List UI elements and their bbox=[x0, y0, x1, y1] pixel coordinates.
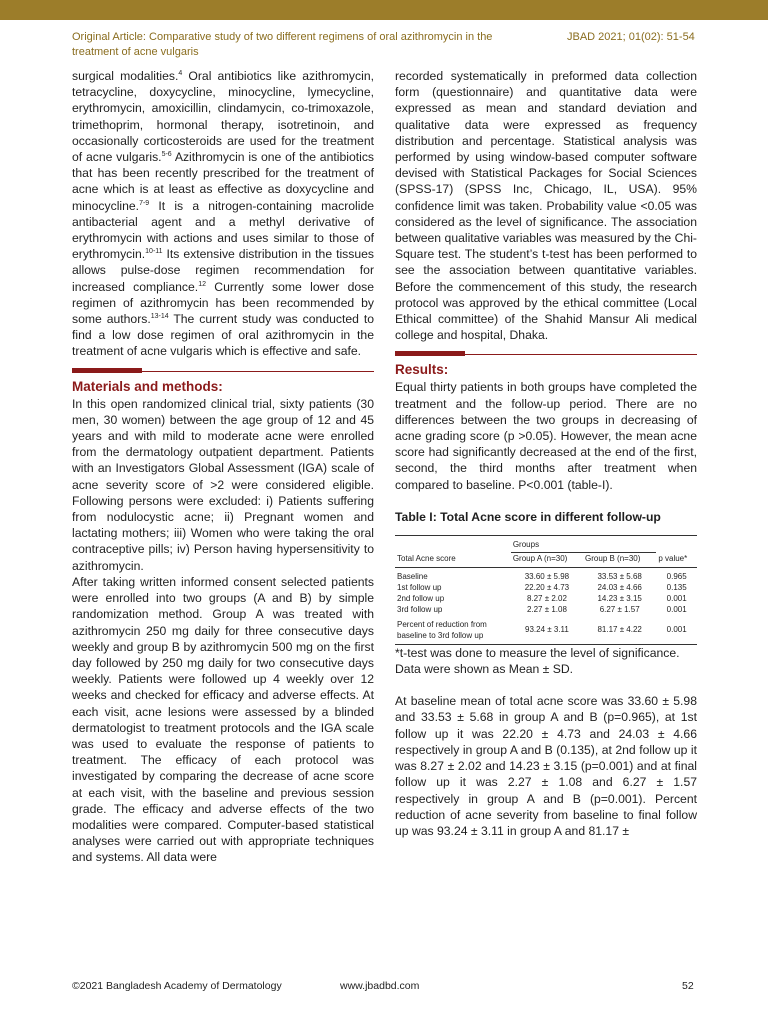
methods-heading: Materials and methods: bbox=[72, 378, 223, 394]
section-divider bbox=[72, 368, 374, 374]
table-header-cell: p value* bbox=[656, 552, 697, 567]
section-divider bbox=[395, 351, 697, 357]
citation-ref: 12 bbox=[198, 280, 206, 288]
running-header-journal: JBAD 2021; 01(02): 51-54 bbox=[567, 31, 695, 43]
page-number: 52 bbox=[682, 980, 694, 992]
table-row: Baseline 33.60 ± 5.98 33.53 ± 5.68 0.965 bbox=[397, 571, 687, 581]
left-column bbox=[72, 68, 374, 866]
table-header-cell: Group A (n=30) bbox=[511, 552, 583, 567]
intro-paragraph: surgical modalities.$^4$ Oral antibiotics like azithromycin, tetracycline, doxycycline, minocycline, lymecycline, erythromycin, amoxicillin, clindamycin, co-trimoxazole, trimethoprim, hormonal therapy, isotretinoin, and occasionally corticosteroids are used for the treatment of acne vulgaris.$^{5-6}$ Azithromycin is one of the antibiotics that has been recently prescribed for the treatment of acne which is at least as effective as doxycycline and minocycline.$^{7-9}$ It is a nitrogen-containing macrolide antibacterial agent and a methyl derivative of erythromycin with actions and uses similar to those of erythromycin.$^{10-11}$ Its extensive distribution in the tissues allows pulse-dose regimen recommendation for increased compliance.$^{12}$ Currently some lower dose regimen of azithromycin has been recommended by some authors.$^{13-14}$ The current study was conducted to find a low dose regimen of oral azithromycin in the treatment of acne vulgaris which is effective and safe. bbox=[72, 69, 375, 359]
table-note: *t-test was done to measure the level of significance. Data were shown as Mean ± SD. bbox=[395, 645, 680, 677]
footer-website: www.jbadbd.com bbox=[340, 980, 420, 992]
results-heading: Results: bbox=[395, 362, 449, 378]
results-paragraph-1: Equal thirty patients in both groups have completed the treatment and the follow-up period. There are no differences between the two groups in decreasing of acne grading score (p >0.05). However, the mean acne score had significantly decreased at the end of the first, second, the third months after treatment when compared to baseline. P<0.001 (table-I). bbox=[395, 380, 697, 492]
right-column bbox=[395, 68, 697, 839]
footer-copyright: ©2021 Bangladesh Academy of Dermatology bbox=[72, 980, 282, 992]
table-groups-label: Groups bbox=[511, 535, 657, 552]
table-row: Percent of reduction from baseline to 3rd follow up 93.24 ± 3.11 81.17 ± 4.22 0.001 bbox=[395, 615, 697, 645]
table-header-cell: Total Acne score bbox=[395, 552, 511, 567]
table-row: 1st follow up 22.20 ± 4.73 24.03 ± 4.66 0.135 bbox=[397, 582, 687, 592]
table-header-cell: Group B (n=30) bbox=[583, 552, 656, 567]
citation-ref: 5-6 bbox=[161, 150, 172, 158]
methods-paragraph-2: After taking written informed consent selected patients were enrolled into two groups (A and B) by simple randomization method. Group A was treated with azithromycin 250 mg daily for three consecutive days weekly and group B by azithromycin 500 mg on the first day followed by 250 mg daily for two consecutive days weekly. Patients were followed up 4 weekly over 12 weeks and checked for efficacy and adverse effects. At each visit, acne lesions were assessed by a blinded dermatologist to treatment protocols and the IGA scale was used to evaluate the response of patients to treatment. The efficacy of each protocol was investigated by comparing the decrease of acne score at each visit, with the baseline and previous session grade. The efficacy and adverse effects of the two modalities were compared. Computer-based statistical analyses were carried out with appropriate techniques and systems. All data were bbox=[72, 574, 374, 865]
table-title: Table I: Total Acne score in different follow-up bbox=[395, 509, 661, 524]
table-row: 3rd follow up 2.27 ± 1.08 6.27 ± 1.57 0.001 bbox=[397, 604, 687, 614]
citation-ref: 13-14 bbox=[150, 312, 169, 320]
citation-ref: 4 bbox=[178, 69, 183, 77]
results-paragraph-2: At baseline mean of total acne score was 33.60 ± 5.98 and 33.53 ± 5.68 in group A and B (p=0.965), at 1st follow up it was 22.20 ± 4.73 and 24.03 ± 4.66 respectively in group A and B (0.135), at 2nd follow up it was 8.27 ± 2.02 and 14.23 ± 3.15 (p=0.001) and at final follow up it was 2.27 ± 1.08 and 6.27 ± 1.57 respectively in group A and B (p=0.001). Percent reduction of acne severity from baseline to final follow up was 93.24 ± 3.11 in group A and 81.17 ± bbox=[395, 694, 697, 838]
running-header-title: Original Article: Comparative study of two different regimens of oral azithromycin in the treatment of acne vulgaris bbox=[72, 31, 493, 58]
table-row: 2nd follow up 8.27 ± 2.02 14.23 ± 3.15 0.001 bbox=[397, 593, 687, 603]
methods-paragraph-3: recorded systematically in preformed data collection form (questionnaire) and quantitative data were expressed as mean and standard deviation and qualitative data were expressed as frequency distribution and percentage. Statistical analysis was performed by using window-based computer software devised with Statistical Packages for Social Sciences (SPSS-17) (SPSS Inc, Chicago, IL, USA). 95% confidence limit was taken. Probability value <0.05 was considered as the level of significance. The association between qualitative variables was measured by the Chi-Square test. The student’s t-test has been performed to see the association between quantitative variables. Before the commencement of this study, the research protocol was approved by the ethical committee (Local Ethical committee) of the Shahid Mansur Ali medical college and hospital, Dhaka. bbox=[395, 69, 697, 343]
citation-ref: 10-11 bbox=[145, 248, 163, 256]
citation-ref: 7-9 bbox=[139, 199, 150, 207]
methods-paragraph-1: In this open randomized clinical trial, sixty patients (30 men, 30 women) between the age group of 12 and 45 years and with mild to moderate acne were enrolled from the dermatology outpatient department. Patients with an Investigators Global Assessment (IGA) scale of acne severity score of >2 were considered eligible. Following persons were excluded: i) Patients suffering from nodulocystic acne; ii) Pregnant women and lactating mothers; iii) Women who were taking the oral contraceptive pills; iv) Person having hypersensitivity to azithromycin. bbox=[72, 396, 374, 573]
results-table bbox=[395, 535, 697, 645]
top-color-bar bbox=[0, 0, 768, 20]
